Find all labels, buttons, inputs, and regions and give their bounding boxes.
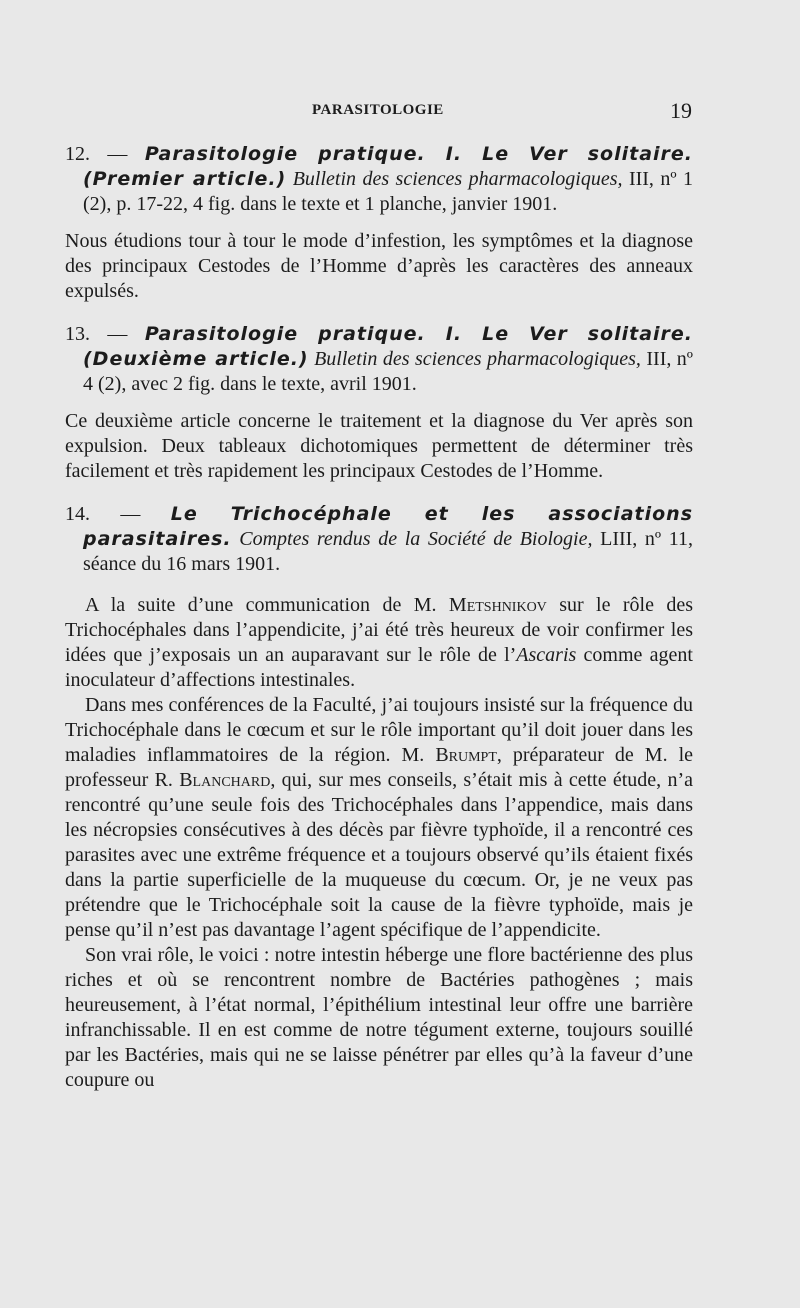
entry-number: 13. — (65, 323, 145, 345)
body-paragraph-1 (65, 593, 693, 693)
entry-number: 12. — (65, 143, 145, 165)
page-header (0, 98, 800, 124)
running-title: PARASITOLOGIE (312, 102, 444, 118)
body-text: , préparateur de M. le professeur R. (65, 744, 693, 791)
entry-title: Parasitologie pratique. I. Le Ver solitaire. (Premier article.) (83, 143, 694, 190)
entry-summary-12: Nous étudions tour à tour le mode d’infestion, les symptômes et la diagnose des principaux Cestodes de l’Homme d’après les caractères des anneaux expulsés. (65, 230, 693, 302)
entry-summary-13: Ce deuxième article concerne le traitement et la diagnose du Ver après son expulsion. Deux tableaux dichotomiques permettent de déterminer très facilement et très rapidement les principaux Cestodes de l’Homme. (65, 410, 693, 482)
page-number: 19 (670, 98, 692, 123)
entry-details: III, nº 1 (2), p. 17-22, 4 fig. dans le texte et 1 planche, janvier 1901. (83, 168, 693, 215)
body-text: Dans mes conférences de la Faculté, j’ai toujours insisté sur la fréquence du Trichocéphale dans le cœcum et sur le rôle important qu’il doit jouer dans les maladies inflammatoires de la région. M. (65, 694, 693, 766)
author-name: Brumpt (435, 744, 497, 766)
entry-title: Le Trichocéphale et les associations parasitaires. (83, 503, 693, 550)
author-name: Blanchard (179, 769, 271, 791)
entry-title: Parasitologie pratique. I. Le Ver solitaire. (Deuxième article.) (83, 323, 694, 370)
bibliography-entry-12 (65, 142, 693, 217)
entry-details: LIII, nº 11, séance du 16 mars 1901. (83, 528, 693, 575)
body-text: A la suite d’une communication de M. (85, 594, 449, 616)
italic-term: Ascaris (516, 644, 577, 666)
entry-details: III, nº 4 (2), avec 2 fig. dans le texte, avril 1901. (83, 348, 694, 395)
body-paragraph-3: Son vrai rôle, le voici : notre intestin héberge une flore bactérienne des plus riches et où se rencontrent nombre de Bactéries pathogènes ; mais heureusement, à l’état normal, l’épithélium intestinal leur offre une barrière infranchissable. Il en est comme de notre tégument externe, toujours souillé par les Bactéries, mais qui ne se laisse pénétrer par elles qu’à la faveur d’une coupure ou (65, 944, 693, 1091)
author-name: Metshnikov (448, 594, 547, 616)
body-text: comme agent inoculateur d’affections intestinales. (65, 644, 693, 691)
bibliography-entry-14 (65, 502, 693, 577)
body-text: sur le rôle des Trichocéphales dans l’appendicite, j’ai été très heureux de voir confirmer les idées que j’exposais un an auparavant sur le rôle de l’ (65, 594, 693, 666)
page-text (65, 142, 693, 1093)
journal-name: Comptes rendus de la Société de Biologie, (231, 528, 593, 550)
bibliography-entry-13 (65, 322, 693, 397)
entry-number: 14. — (65, 503, 171, 525)
journal-name: Bulletin des sciences pharmacologiques, (286, 168, 623, 190)
journal-name: Bulletin des sciences pharmacologiques, (308, 348, 641, 370)
body-text: , qui, sur mes conseils, s’était mis à cette étude, n’a rencontré qu’une seule fois des Trichocéphales dans l’appendice, mais dans les nécropsies consécutives à des décès par fièvre typhoïde, il a rencontré ces parasites avec une extrême fréquence et a toujours observé qu’ils étaient fixés dans la partie superficielle de la muqueuse du cœcum. Or, je ne veux pas prétendre que le Trichocéphale soit la cause de la fièvre typhoïde, mais je pense qu’il n’est pas davantage l’agent spécifique de l’appendicite. (65, 769, 693, 941)
body-paragraph-2 (65, 693, 693, 943)
